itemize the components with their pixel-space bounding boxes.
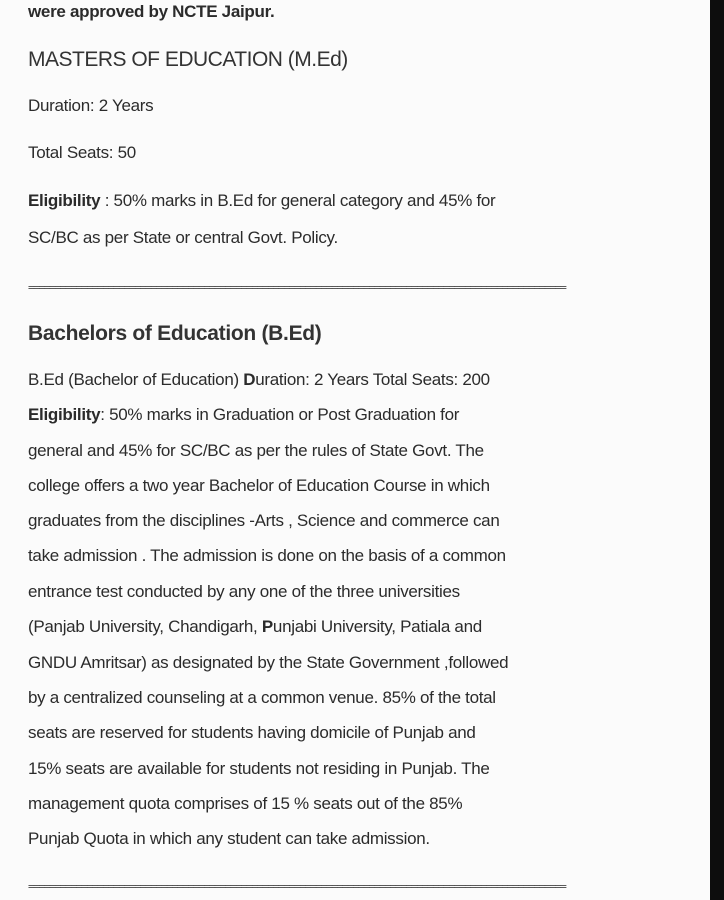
bed-text-line-3: general and 45% for SC/BC as per the rules of State Govt. The bbox=[28, 441, 484, 460]
bed-eligibility-text: : 50% marks in Graduation or Post Graduation for bbox=[100, 405, 460, 424]
bed-line8-bold: P bbox=[261, 617, 273, 636]
bed-text-line-4: college offers a two year Bachelor of Education Course in which bbox=[28, 476, 490, 495]
bed-text-line-14: Punjab Quota in which any student can take admission. bbox=[28, 829, 430, 848]
bed-text-line-7: entrance test conducted by any one of the three universities bbox=[28, 582, 460, 601]
section-separator-bottom: ===================================================================================================== bbox=[28, 880, 566, 893]
bed-text-line-13: management quota comprises of 15 % seats out of the 85% bbox=[28, 794, 463, 813]
bed-title: Bachelors of Education (B.Ed) bbox=[28, 322, 322, 345]
med-title: MASTERS OF EDUCATION (M.Ed) bbox=[28, 48, 348, 71]
bed-text-line-1 bbox=[28, 371, 490, 388]
med-duration: Duration: 2 Years bbox=[28, 96, 154, 115]
bed-line8-prefix: (Panjab University, Chandigarh, bbox=[28, 617, 262, 636]
section-separator-top: ===================================================================================================== bbox=[28, 281, 566, 294]
med-total-seats: Total Seats: 50 bbox=[28, 143, 136, 162]
bed-text-line-5: graduates from the disciplines -Arts , Science and commerce can bbox=[28, 511, 500, 530]
bed-line8-rest: unjabi University, Patiala and bbox=[272, 617, 482, 636]
bed-line1-prefix: B.Ed (Bachelor of Education) bbox=[28, 370, 244, 389]
bed-eligibility-label: Eligibility bbox=[28, 405, 101, 424]
bed-text-line-9: GNDU Amritsar) as designated by the State Government ,followed bbox=[28, 653, 509, 672]
bed-line1-rest: uration: 2 Years Total Seats: 200 bbox=[255, 370, 490, 389]
bed-text-line-8 bbox=[28, 618, 482, 635]
bed-text-line-6: take admission . The admission is done on the basis of a common bbox=[28, 546, 506, 565]
bed-text-line-12: 15% seats are available for students not residing in Punjab. The bbox=[28, 759, 490, 778]
med-eligibility-line-1 bbox=[28, 192, 495, 209]
screen-edge-bar bbox=[710, 0, 724, 900]
bed-line1-bold: D bbox=[243, 370, 256, 389]
approval-line bbox=[28, 3, 274, 20]
approval-text: were approved by NCTE Jaipur. bbox=[28, 2, 275, 21]
med-eligibility-label: Eligibility bbox=[28, 191, 101, 210]
bed-text-line-11: seats are reserved for students having domicile of Punjab and bbox=[28, 723, 476, 742]
bed-text-line-2 bbox=[28, 406, 459, 423]
med-eligibility-line-2: SC/BC as per State or central Govt. Policy. bbox=[28, 228, 338, 247]
bed-text-line-10: by a centralized counseling at a common venue. 85% of the total bbox=[28, 688, 496, 707]
med-eligibility-text: : 50% marks in B.Ed for general category and 45% for bbox=[100, 191, 496, 210]
